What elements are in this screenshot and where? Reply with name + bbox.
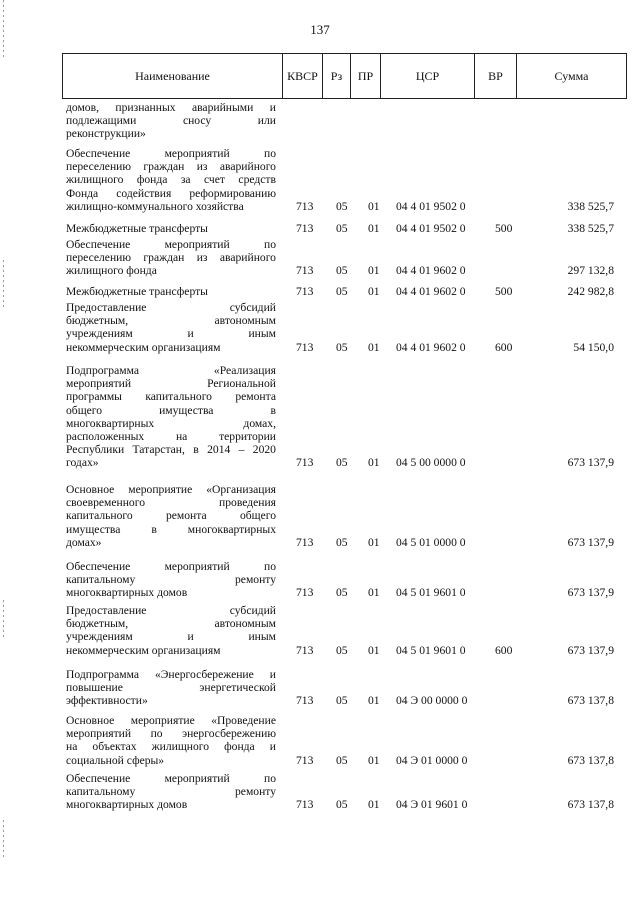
cell-pr: 01 [368, 340, 380, 354]
table-header [62, 53, 627, 99]
cell-kvsr: 713 [296, 694, 314, 708]
row-name-line: жилищного фонда [66, 264, 157, 278]
row-name-line: домах» [66, 535, 102, 549]
row-name-line: Обеспечение мероприятий по [66, 560, 276, 573]
cell-pr: 01 [368, 798, 380, 812]
row-name [66, 101, 276, 141]
cell-rz: 05 [336, 456, 348, 470]
row-name-line: Обеспечение мероприятий по [66, 147, 276, 160]
row-name-line: подлежащими сносу или [66, 114, 276, 128]
cell-kvsr: 713 [296, 643, 314, 657]
row-name-line: Предоставление субсидий [66, 604, 276, 617]
table-row [0, 238, 640, 278]
row-name [66, 604, 276, 657]
row-name-line: учреждениям и иным [66, 327, 276, 341]
row-name [66, 285, 276, 298]
row-name-line: мероприятий по энергосбережению [66, 727, 276, 741]
table-row [0, 301, 640, 354]
row-name [66, 668, 276, 708]
cell-kvsr: 713 [296, 586, 314, 600]
cell-csr: 04 5 00 0000 0 [396, 456, 466, 470]
row-name-line: домов, признанных аварийными и [66, 101, 276, 114]
cell-csr: 04 4 01 9502 0 [396, 221, 466, 235]
row-name-line: годах» [66, 456, 99, 470]
cell-csr: 04 5 01 9601 0 [396, 643, 466, 657]
row-name [66, 238, 276, 278]
cell-rz: 05 [336, 694, 348, 708]
cell-kvsr: 713 [296, 340, 314, 354]
cell-vr: 600 [495, 340, 513, 354]
cell-kvsr: 713 [296, 456, 314, 470]
cell-kvsr: 713 [296, 221, 314, 235]
cell-rz: 05 [336, 798, 348, 812]
cell-sum: 338 525,7 [567, 199, 614, 213]
table-row [0, 483, 640, 549]
row-name-line: Основное мероприятие «Проведение [66, 714, 276, 727]
row-name-line: программы капитального ремонта [66, 390, 276, 404]
row-name-line: жилищно-коммунального хозяйства [66, 199, 244, 213]
row-name-line: имущества в многоквартирных [66, 522, 276, 536]
row-name-line: капитального ремонта общего [66, 509, 276, 523]
header-rz: Рз [323, 54, 351, 98]
header-kvsr: КВСР [283, 54, 323, 98]
cell-pr: 01 [368, 221, 380, 235]
row-name [66, 222, 276, 235]
cell-csr: 04 4 01 9602 0 [396, 340, 466, 354]
cell-csr: 04 Э 01 9601 0 [396, 798, 468, 812]
header-vr: ВР [475, 54, 517, 98]
cell-pr: 01 [368, 643, 380, 657]
cell-sum: 54 150,0 [573, 340, 614, 354]
table-row [0, 101, 640, 141]
table-row [0, 222, 640, 235]
table-row [0, 364, 640, 470]
row-name-line: Подпрограмма «Реализация [66, 364, 276, 377]
row-name-line: некоммерческим организациям [66, 340, 221, 354]
row-name-line: Обеспечение мероприятий по [66, 772, 276, 785]
cell-rz: 05 [336, 535, 348, 549]
scan-margin-mark [3, 820, 4, 860]
cell-rz: 05 [336, 284, 348, 298]
table-row [0, 147, 640, 213]
cell-rz: 05 [336, 221, 348, 235]
cell-rz: 05 [336, 199, 348, 213]
row-name-line: своевременного проведения [66, 496, 276, 510]
cell-rz: 05 [336, 586, 348, 600]
cell-kvsr: 713 [296, 535, 314, 549]
row-name-line: жилищного фонда за счет средств [66, 173, 276, 187]
row-name-line: Основное мероприятие «Организация [66, 483, 276, 496]
cell-sum: 673 137,9 [567, 535, 614, 549]
row-name-line: некоммерческим организациям [66, 643, 221, 657]
cell-pr: 01 [368, 199, 380, 213]
cell-vr: 500 [495, 284, 513, 298]
row-name-line: учреждениям и иным [66, 630, 276, 644]
table-row [0, 714, 640, 767]
cell-sum: 242 982,8 [567, 284, 614, 298]
header-sum: Сумма [554, 68, 589, 83]
row-name-line: многоквартирных домов [66, 586, 188, 600]
row-name-line: Обеспечение мероприятий по [66, 238, 276, 251]
cell-sum: 673 137,8 [567, 753, 614, 767]
row-name-line: бюджетным, автономным [66, 617, 276, 631]
row-name [66, 364, 276, 470]
cell-sum: 297 132,8 [567, 264, 614, 278]
cell-csr: 04 5 01 9601 0 [396, 586, 466, 600]
header-csr: ЦСР [381, 54, 475, 98]
cell-sum: 673 137,9 [567, 456, 614, 470]
cell-csr: 04 Э 01 0000 0 [396, 753, 468, 767]
cell-rz: 05 [336, 340, 348, 354]
cell-csr: 04 5 01 0000 0 [396, 535, 466, 549]
cell-kvsr: 713 [296, 284, 314, 298]
row-name-line: Подпрограмма «Энергосбережение и [66, 668, 276, 681]
cell-sum: 338 525,7 [567, 221, 614, 235]
row-name-line: многоквартирных домах, [66, 416, 276, 430]
row-name-line: Межбюджетные трансферты [66, 222, 208, 235]
cell-pr: 01 [368, 456, 380, 470]
row-name-line: переселению граждан из аварийного [66, 251, 276, 265]
cell-pr: 01 [368, 284, 380, 298]
row-name-line: реконструкции» [66, 127, 146, 141]
row-name-line: социальной сферы» [66, 753, 165, 767]
cell-sum: 673 137,8 [567, 694, 614, 708]
row-name-line: мероприятий Региональной [66, 377, 276, 391]
table-row [0, 604, 640, 657]
cell-csr: 04 4 01 9602 0 [396, 284, 466, 298]
row-name-line: капитальному ремонту [66, 785, 276, 799]
row-name-line: Республики Татарстан, в 2014 – 2020 [66, 443, 276, 457]
row-name-line: многоквартирных домов [66, 798, 188, 812]
cell-rz: 05 [336, 753, 348, 767]
table-row [0, 772, 640, 812]
page-number: 137 [310, 22, 330, 37]
cell-pr: 01 [368, 264, 380, 278]
row-name-line: Предоставление субсидий [66, 301, 276, 314]
row-name-line: Фонда содействия реформированию [66, 186, 276, 200]
row-name-line: повышение энергетической [66, 681, 276, 695]
row-name-line: на объектах жилищного фонда и [66, 740, 276, 754]
table-row [0, 560, 640, 600]
cell-rz: 05 [336, 643, 348, 657]
row-name-line: переселению граждан из аварийного [66, 160, 276, 174]
cell-pr: 01 [368, 535, 380, 549]
cell-csr: 04 4 01 9502 0 [396, 199, 466, 213]
cell-csr: 04 4 01 9602 0 [396, 264, 466, 278]
cell-pr: 01 [368, 694, 380, 708]
table-row [0, 668, 640, 708]
row-name-line: бюджетным, автономным [66, 314, 276, 328]
cell-sum: 673 137,9 [567, 586, 614, 600]
cell-kvsr: 713 [296, 798, 314, 812]
cell-kvsr: 713 [296, 199, 314, 213]
cell-sum: 673 137,8 [567, 798, 614, 812]
cell-kvsr: 713 [296, 753, 314, 767]
row-name-line: общего имущества в [66, 403, 276, 417]
row-name [66, 301, 276, 354]
row-name-line: расположенных на территории [66, 430, 276, 444]
row-name [66, 714, 276, 767]
table-row [0, 285, 640, 298]
row-name [66, 483, 276, 549]
cell-sum: 673 137,9 [567, 643, 614, 657]
row-name-line: капитальному ремонту [66, 573, 276, 587]
cell-pr: 01 [368, 753, 380, 767]
cell-pr: 01 [368, 586, 380, 600]
row-name [66, 560, 276, 600]
row-name-line: эффективности» [66, 694, 148, 708]
cell-kvsr: 713 [296, 264, 314, 278]
row-name [66, 772, 276, 812]
cell-csr: 04 Э 00 0000 0 [396, 694, 468, 708]
row-name-line: Межбюджетные трансферты [66, 285, 208, 298]
cell-vr: 600 [495, 643, 513, 657]
cell-rz: 05 [336, 264, 348, 278]
cell-vr: 500 [495, 221, 513, 235]
row-name [66, 147, 276, 213]
header-name: Наименование [63, 54, 283, 98]
header-pr: ПР [351, 54, 381, 98]
